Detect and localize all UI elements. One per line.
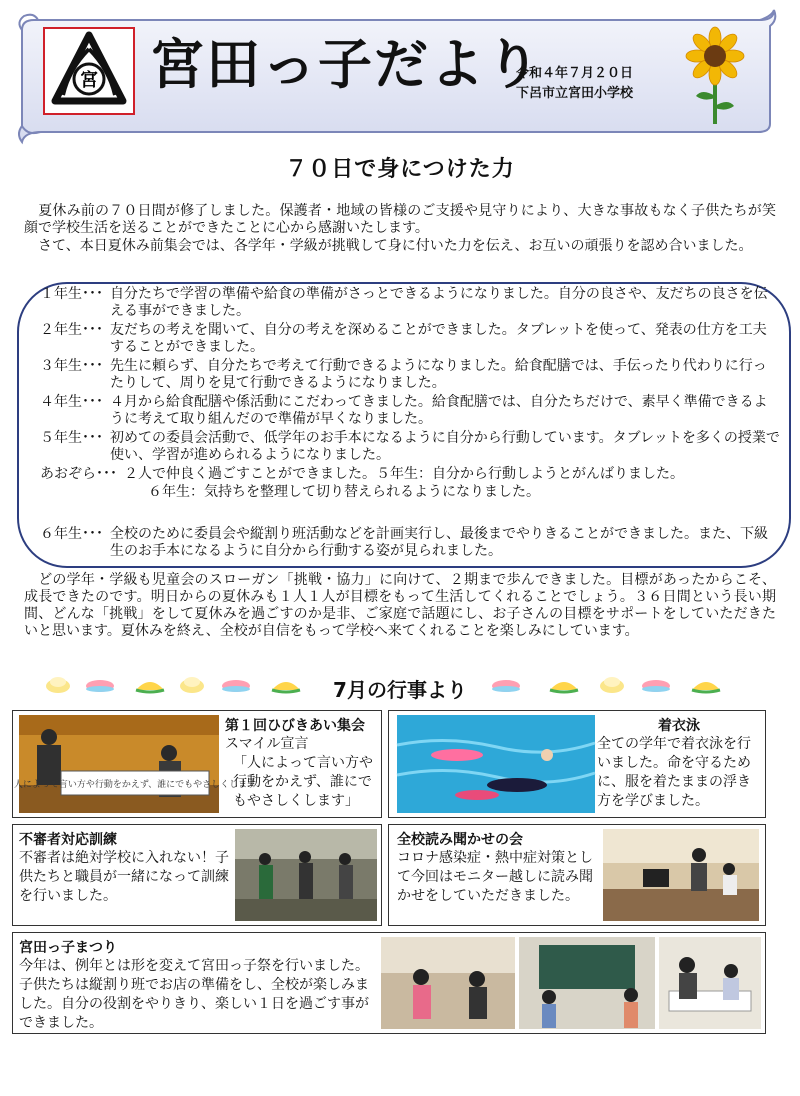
event-hibiki-box — [12, 710, 382, 818]
event-festival-text: 今年は、例年とは形を変えて宮田っ子祭を行いました。子供たちは縦割り班でお店の準備をし、全校が楽しみました。自分の役割をやりきり、楽しい１日を過ごす事ができました。 — [19, 958, 369, 1031]
event-festival-title: 宮田っ子まつり — [19, 940, 117, 956]
event-hibiki-quote: 「人によって言い方や行動をかえず、誰にでもやさしくします」 — [233, 755, 373, 809]
grade-item-5: ５年生･･･ 初めての委員会活動で、低学年のお手本になるように自分から行動しています。タブレットを多くの授業で使い、学習が進められるようになりました。 — [40, 430, 780, 463]
assembly-banner-text: 人によって言い方や行動をかえず、誰にでもやさしくします — [13, 780, 257, 790]
grade-item-2: ２年生･･･ 友だちの考えを聞いて、自分の考えを深めることができました。タブレットを使って、発表の仕方を工夫することができました。 — [40, 322, 767, 355]
event-reading-title: 全校読み聞かせの会 — [397, 832, 523, 848]
newsletter-title: 宮田っ子だより — [150, 33, 542, 96]
event-reading-text: コロナ感染症・熱中症対策として今回はモニター越しに読み聞かせをしていただきました。 — [397, 850, 593, 904]
event-swim-title: 着衣泳 — [658, 718, 700, 734]
grade-item-aozora: あおぞら･･･ ２人で仲良く過ごすことができました。５年生：自分から行動しようとがんばりました。 ６年生：気持ちを整理して切り替えられるようになりました。 — [40, 466, 684, 500]
pool-photo — [397, 715, 595, 813]
festival-photo-2 — [519, 937, 655, 1029]
event-drill-title: 不審者対応訓練 — [19, 832, 117, 848]
intro-paragraph-1: 夏休み前の７０日間が修了しました。保護者・地域の皆様のご支援や見守りにより、大きな事故もなく子供たちが笑顔で学校生活を送ることができたことに心から感謝いたします。 — [24, 203, 776, 236]
event-drill-box — [12, 824, 382, 926]
drill-photo — [235, 829, 377, 921]
intro-paragraph-2: さて、本日夏休み前集会では、各学年・学級が挑戦して身に付いた力を伝え、お互いの頑張りを認め合いました。 — [38, 238, 753, 254]
event-festival-box — [12, 932, 766, 1034]
festival-photo-3 — [659, 937, 761, 1029]
event-drill-text: 不審者は絶対学校に入れない！子供たちと職員が一緒になって訓練を行いました。 — [19, 850, 229, 904]
reading-photo — [603, 829, 759, 921]
sunflower-icon — [680, 26, 750, 126]
assembly-photo — [13, 715, 257, 813]
event-swim-box — [388, 710, 766, 818]
article-heading: ７０日で身につけた力 — [285, 157, 515, 182]
grade-item-4: ４年生･･･ ４月から給食配膳や係活動にこだわってきました。給食配膳では、自分たちだけで、素早く準備できるように考えて取り組んだので準備が早くなりました。 — [40, 394, 768, 427]
festival-photo-1 — [381, 937, 515, 1029]
school-emblem — [43, 27, 135, 115]
event-reading-box — [388, 824, 766, 926]
grade-item-3: ３年生･･･ 先生に頼らず、自分たちで考えて行動できるようになりました。給食配膳では、手伝ったり代わりに行ったりして、周りを見て行動できるようになりました。 — [40, 358, 767, 391]
events-section-title: 7月の行事より — [333, 678, 467, 702]
event-swim-text: 全ての学年で着衣泳を行いました。命を守るために、服を着たままの浮き方を学びました。 — [597, 736, 751, 809]
issue-date: 令和４年７月２０日 — [516, 66, 634, 81]
grade-item-1: １年生･･･ 自分たちで学習の準備や給食の準備がさっとできるようになりました。自分の良さや、友だちの良さを伝える事ができました。 — [40, 286, 768, 319]
closing-paragraph: どの学年・学級も児童会のスローガン「挑戦・協力」に向けて、２期まで歩んできました。目標があったからこそ、成長できたのです。明日からの夏休みも１人１人が目標をもって生活してくれることでしょう。３６日間という長い期間、どんな「挑戦」をして夏休みを過ごすのか是非、ご家庭で話題にし、お子さんの目標をサポートをしていただきたいと思います。夏休みを終え、全校が自信をもって学校へ来てくれることを楽しみにしています。 — [24, 572, 776, 639]
grade-item-6: ６年生･･･ 全校のために委員会や縦割り班活動などを計画実行し、最後までやりきることができました。また、下級生のお手本になるように自分から行動する姿が見られました。 — [40, 526, 768, 559]
event-hibiki-title: 第１回ひびきあい集会 — [225, 718, 365, 734]
event-hibiki-subtitle: スマイル宣言 — [225, 736, 309, 752]
emblem-character: 宮 — [80, 70, 98, 91]
school-name: 下呂市立宮田小学校 — [516, 86, 634, 101]
